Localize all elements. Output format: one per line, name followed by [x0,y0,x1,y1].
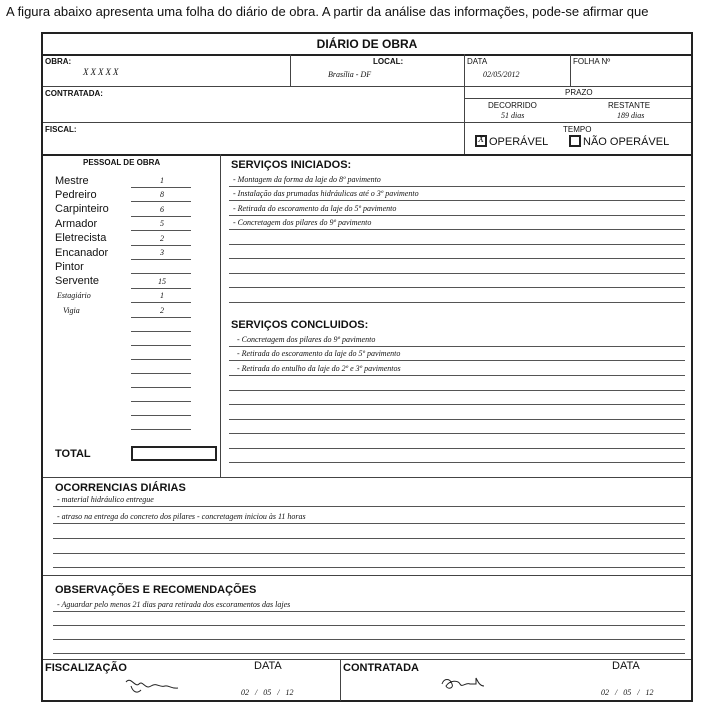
total-box[interactable] [131,446,217,461]
role-label: Servente [55,275,100,287]
folha-label: FOLHA Nº [573,57,611,66]
decorrido-label: DECORRIDO [488,101,537,110]
role-label: Vigia [63,306,80,315]
ocorrencia-item: - atraso na entrega do concreto dos pilares - concretagem iniciou às 11 horas [57,512,306,521]
data-label-contratada: DATA [612,660,640,672]
date-contratada: 02 / 05 / 12 [601,688,654,697]
date-month: 05 [263,688,272,697]
operavel-label: OPERÁVEL [489,136,549,148]
total-label: TOTAL [55,448,91,460]
restante-value: 189 dias [617,111,645,120]
role-label: Carpinteiro [55,203,109,215]
pessoal-title: PESSOAL DE OBRA [83,158,161,167]
servico-concluido-item: - Retirada do entulho da laje do 2º e 3º pavimentos [237,364,401,373]
sheet-title: DIÁRIO DE OBRA [316,37,418,51]
fiscal-signature [123,674,183,696]
decorrido-value: 51 dias [501,111,525,120]
role-label: Eletrecista [55,232,107,244]
checkbox-mark: X [478,134,485,145]
servicos-concluidos-title: SERVIÇOS CONCLUIDOS: [231,319,369,331]
role-label: Estagiário [57,291,91,300]
role-label: Armador [55,218,98,230]
fiscal-label: FISCAL: [45,125,77,134]
date-day: 02 [601,688,609,697]
prazo-label: PRAZO [565,88,593,97]
restante-label: RESTANTE [608,101,651,110]
servico-concluido-item: - Concretagem dos pilares do 9º pavimento [237,335,376,344]
tempo-label: TEMPO [563,125,592,134]
servico-concluido-item: - Retirada do escoramento da laje do 5º pavimento [237,349,401,358]
role-qty: 15 [158,277,166,286]
data-label: DATA [467,57,488,66]
local-label: LOCAL: [373,57,404,66]
role-qty: 3 [160,248,164,257]
role-qty: 5 [160,219,164,228]
servicos-iniciados-title: SERVIÇOS INICIADOS: [231,159,352,171]
role-qty: 2 [160,306,164,315]
role-qty: 8 [160,190,164,199]
data-label-fiscal: DATA [254,660,282,672]
servico-iniciado-item: - Montagem da forma da laje do 8º pavimento [233,175,381,184]
contratada-label: CONTRATADA: [45,89,103,98]
ocorrencia-item: - material hidráulico entregue [57,495,154,504]
servico-iniciado-item: - Retirada do escoramento da laje do 5º pavimento [233,204,397,213]
question-intro: A figura abaixo apresenta uma folha do diário de obra. A partir da análise das informações, pode-se afirmar que [6,4,649,19]
role-label: Encanador [55,247,109,259]
fiscalizacao-label: FISCALIZAÇÃO [45,662,127,674]
role-qty: 6 [160,205,164,214]
obra-label: OBRA: [45,57,72,66]
diary-sheet [41,32,693,702]
role-qty: 1 [160,176,164,185]
nao-operavel-checkbox[interactable] [569,135,581,147]
nao-operavel-label: NÃO OPERÁVEL [583,136,670,148]
servico-iniciado-item: - Instalação das prumadas hidráulicas até o 3º pavimento [233,189,419,198]
date-year: 12 [645,688,654,697]
ocorrencias-title: OCORRENCIAS DIÁRIAS [55,482,186,494]
date-month: 05 [623,688,632,697]
role-qty: 2 [160,234,164,243]
contratada-signature [438,674,488,694]
role-label: Pedreiro [55,189,97,201]
data-value: 02/05/2012 [483,70,520,79]
role-label: Mestre [55,175,89,187]
role-label: Pintor [55,261,84,273]
servico-iniciado-item: - Concretagem dos pilares do 9º pavimento [233,218,372,227]
local-value: Brasília - DF [328,70,372,79]
observacao-item: - Aguardar pelo menos 21 dias para retirada dos escoramentos das lajes [57,600,291,609]
obra-value: XXXXX [83,67,121,77]
contratada-footer-label: CONTRATADA [343,662,419,674]
date-year: 12 [285,688,294,697]
role-qty: 1 [160,291,164,300]
date-fiscal: 02 / 05 / 12 [241,688,294,697]
operavel-checkbox[interactable] [475,135,487,147]
observacoes-title: OBSERVAÇÕES E RECOMENDAÇÕES [55,584,257,596]
date-day: 02 [241,688,249,697]
